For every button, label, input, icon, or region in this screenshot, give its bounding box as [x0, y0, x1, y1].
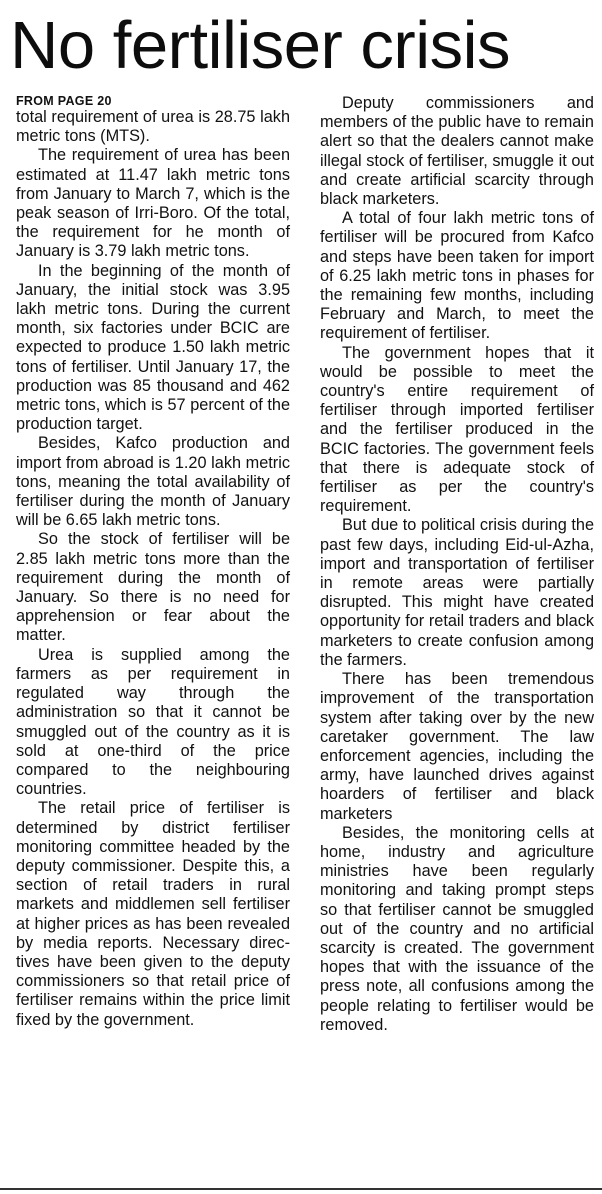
paragraph: Deputy commissioners and members of the public have to remain alert so that the dealers cannot make illegal stock of fertiliser, smuggle it out and create artificial scarcity through black marketers. [320, 94, 594, 209]
continuation-kicker: FROM PAGE 20 [16, 94, 112, 108]
column-left [16, 94, 290, 1035]
paragraph: total requirement of urea is 28.75 lakh metric tons (MTS). [16, 108, 290, 146]
paragraph: The retail price of fertiliser is determined by district fertiliser monitoring committee headed by the deputy commissioner. Despite this, a section of retail traders in rural markets and middlemen sell fertiliser at higher prices as has been revealed by media reports. Necessary directives have been given to the deputy commissioners so that retail price of fertiliser remains within the price limit fixed by the government. [16, 799, 290, 1029]
paragraph: In the beginning of the month of January, the initial stock was 3.95 lakh metric tons. During the current month, six factories under BCIC are expected to produce 1.50 lakh metric tons of fertiliser. Until January 17, the production was 85 thousand and 462 metric tons, which is 57 percent of the production target. [16, 261, 290, 434]
paragraph: There has been tremendous improvement of the transportation system after taking over by the new caretaker government. The law enforcement agencies, including the army, have launched drives against hoarders of fertiliser and black marketers [320, 670, 594, 823]
paragraph: The government hopes that it would be possible to meet the country's entire requirement of fertiliser through imported fertiliser and the fertiliser produced in the BCIC factories. The government feels that there is adequate stock of fertiliser as per the country's requirement. [320, 343, 594, 516]
paragraph: Besides, Kafco production and import from abroad is 1.20 lakh metric tons, meaning the total availability of fertiliser during the month of January will be 6.65 lakh metric tons. [16, 434, 290, 530]
paragraph: So the stock of fertiliser will be 2.85 lakh metric tons more than the requirement during the month of January. So there is no need for apprehension or fear about the matter. [16, 530, 290, 645]
article-body [16, 94, 594, 1035]
paragraph: But due to political crisis during the past few days, including Eid-ul-Azha, import and transportation of fertiliser in remote areas were partially disrupted. This might have created opportunity for retail traders and black marketers to create confusion among the farmers. [320, 516, 594, 669]
column-right [320, 94, 594, 1035]
bottom-rule [0, 1188, 602, 1190]
paragraph: The requirement of urea has been estimated at 11.47 lakh metric tons from January to March 7, which is the peak season of Irri-Boro. Of the total, the requirement for he month of January is 3.79 lakh metric tons. [16, 146, 290, 261]
paragraph: Urea is supplied among the farmers as per requirement in regulated way through the administration so that it cannot be smuggled out of the country as it is sold at one-third of the price compared to the neighbouring countries. [16, 645, 290, 799]
headline: No fertiliser crisis [10, 8, 510, 83]
paragraph: Besides, the monitoring cells at home, industry and agriculture ministries have been regularly monitoring and taking prompt steps so that fertiliser cannot be smuggled out of the country and no artificial scarcity is created. The government hopes that with the issuance of the press note, all confusions among the people relating to fertiliser would be removed. [320, 823, 594, 1034]
paragraph: A total of four lakh metric tons of fertiliser will be procured from Kafco and steps have been taken for import of 6.25 lakh metric tons in phases for the remaining few months, including February and March, to meet the requirement of fertiliser. [320, 209, 594, 343]
